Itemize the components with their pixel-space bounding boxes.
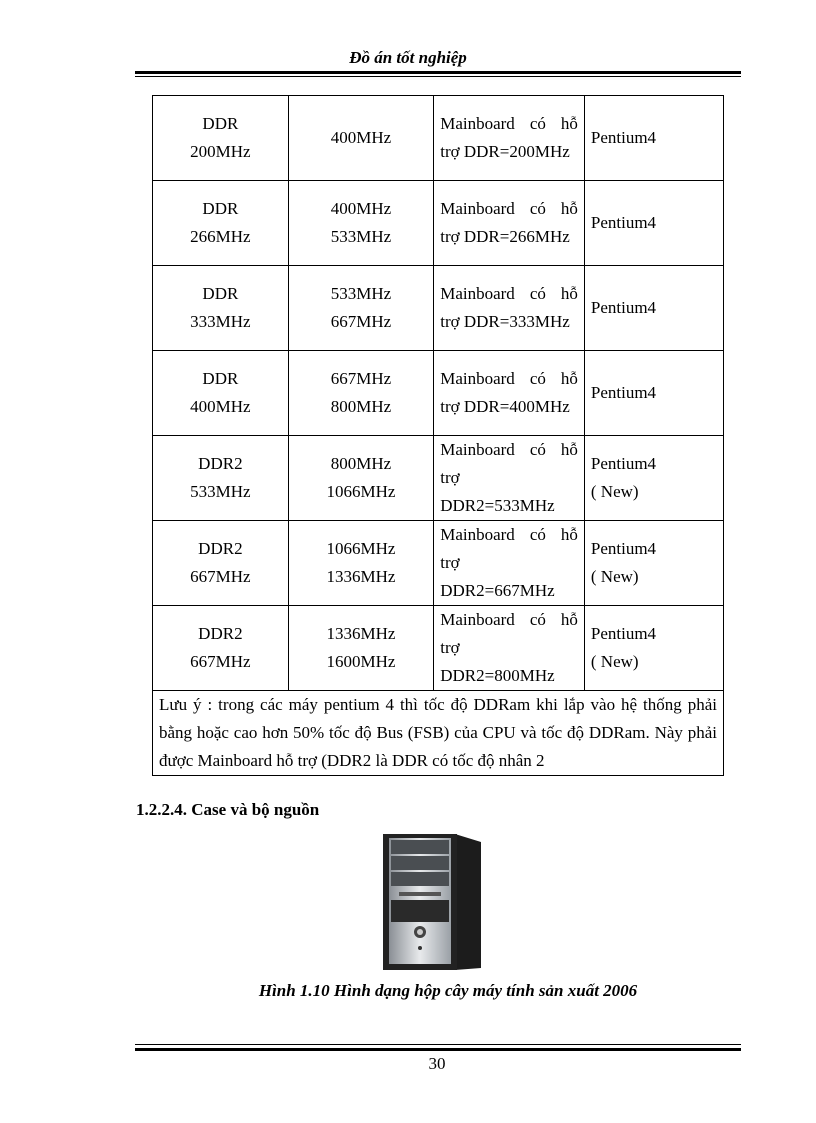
cpu-cell: Pentium4 ( New) xyxy=(584,521,723,606)
cpu-cell: Pentium4 xyxy=(584,266,723,351)
page-header-title: Đồ án tốt nghiệp xyxy=(349,48,467,67)
mainboard-support-cell: Mainboard có hỗ trợ DDR2=533MHz xyxy=(434,436,585,521)
bus-speed-cell: 400MHz 533MHz xyxy=(288,181,433,266)
table-note-row xyxy=(153,691,724,776)
memory-type-cell: DDR 266MHz xyxy=(153,181,289,266)
cpu-cell: Pentium4 xyxy=(584,96,723,181)
cpu-cell: Pentium4 ( New) xyxy=(584,606,723,691)
footer-rule-thick xyxy=(135,1048,741,1051)
page-number: 30 xyxy=(428,1054,446,1073)
footer-rule-thin xyxy=(135,1044,741,1045)
mainboard-support-cell: Mainboard có hỗ trợ DDR=266MHz xyxy=(434,181,585,266)
table-note: Lưu ý : trong các máy pentium 4 thì tốc độ DDRam khi lắp vào hệ thống phải bằng hoặc cao hơn 50% tốc độ Bus (FSB) của CPU và tốc độ DDRam. Này phải được Mainboard hỗ trợ (DDR2 là DDR có tốc độ nhân 2 xyxy=(153,691,724,776)
cpu-cell: Pentium4 xyxy=(584,181,723,266)
memory-type-cell: DDR 400MHz xyxy=(153,351,289,436)
table-row xyxy=(153,351,724,436)
section-heading: 1.2.2.4. Case và bộ nguồn xyxy=(136,800,320,819)
memory-type-cell: DDR2 533MHz xyxy=(153,436,289,521)
table-row xyxy=(153,96,724,181)
mainboard-support-cell: Mainboard có hỗ trợ DDR2=667MHz xyxy=(434,521,585,606)
bus-speed-cell: 1336MHz 1600MHz xyxy=(288,606,433,691)
table-row xyxy=(153,266,724,351)
bus-speed-cell: 667MHz 800MHz xyxy=(288,351,433,436)
cpu-cell: Pentium4 ( New) xyxy=(584,436,723,521)
header-rule-thick xyxy=(135,71,741,74)
computer-case-image xyxy=(377,830,487,972)
table-row xyxy=(153,606,724,691)
memory-type-cell: DDR 333MHz xyxy=(153,266,289,351)
figure-caption: Hình 1.10 Hình dạng hộp cây máy tính sản xuất 2006 xyxy=(258,981,638,1000)
mainboard-support-cell: Mainboard có hỗ trợ DDR=400MHz xyxy=(434,351,585,436)
bus-speed-cell: 1066MHz 1336MHz xyxy=(288,521,433,606)
mainboard-support-cell: Mainboard có hỗ trợ DDR=333MHz xyxy=(434,266,585,351)
header-rule-thin xyxy=(135,76,741,77)
bus-speed-cell: 800MHz 1066MHz xyxy=(288,436,433,521)
bus-speed-cell: 533MHz 667MHz xyxy=(288,266,433,351)
mainboard-support-cell: Mainboard có hỗ trợ DDR2=800MHz xyxy=(434,606,585,691)
memory-type-cell: DDR2 667MHz xyxy=(153,606,289,691)
ddr-spec-table xyxy=(152,95,724,776)
mainboard-support-cell: Mainboard có hỗ trợ DDR=200MHz xyxy=(434,96,585,181)
memory-type-cell: DDR2 667MHz xyxy=(153,521,289,606)
table-row xyxy=(153,436,724,521)
cpu-cell: Pentium4 xyxy=(584,351,723,436)
memory-type-cell: DDR 200MHz xyxy=(153,96,289,181)
table-row xyxy=(153,521,724,606)
table-row xyxy=(153,181,724,266)
bus-speed-cell: 400MHz xyxy=(288,96,433,181)
